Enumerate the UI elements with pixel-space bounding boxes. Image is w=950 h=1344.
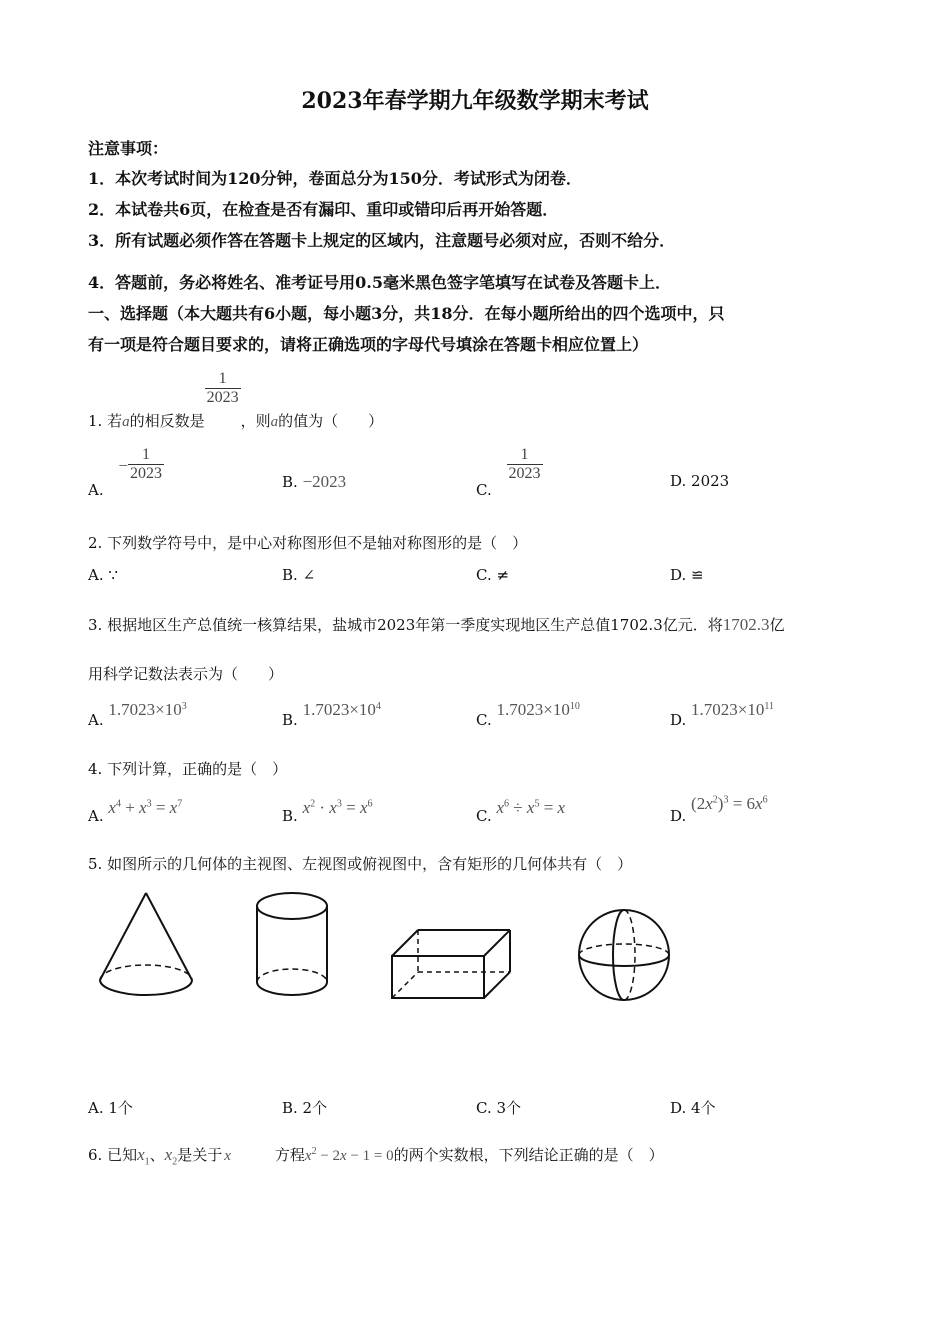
equation: $x^2 - 2x - 1 = 0$: [304, 1146, 394, 1164]
q1-option-a[interactable]: A. − $\frac{1}{2023}$: [88, 446, 162, 499]
q1-option-d[interactable]: D. 2023: [670, 472, 730, 490]
q2-option-b[interactable]: B. ∠: [282, 566, 316, 584]
q4-option-a[interactable]: A. $x^4 + x^3 = x^7$: [88, 798, 183, 825]
question-3-line2: 用科学记数法表示为（ ）: [88, 665, 284, 683]
question-4-stem: 4. 下列计算，正确的是（ ）: [88, 760, 288, 778]
question-2-stem: 2. 下列数学符号中，是中心对称图形但不是轴对称图形的是（ ）: [88, 534, 528, 552]
sphere-figure: [575, 906, 673, 1004]
q5-option-d[interactable]: D. 4个: [670, 1099, 716, 1117]
q4-option-d[interactable]: D. $(2x^2)^3 = 6x^6$: [670, 794, 768, 825]
cuboid-figure: [388, 926, 518, 1002]
note-item-1: 1．本次考试时间为120分钟，卷面总分为150分．考试形式为闭卷．: [88, 169, 582, 188]
question-3-stem: 3. 根据地区生产总值统一核算结果，盐城市2023年第一季度实现地区生产总值1702.3亿元．将1702.3亿: [88, 615, 785, 634]
formula-d: $(2x^2)^3 = 6x^6$: [691, 794, 768, 813]
note-item-3: 3．所有试题必须作答在答题卡上规定的区域内，注意题号必须对应，否则不给分．: [88, 231, 676, 250]
q2-option-a[interactable]: A. ∵: [88, 566, 118, 584]
cylinder-figure: [253, 890, 331, 1002]
fraction: $\frac{1}{2023}$: [206, 370, 239, 406]
q1-option-b[interactable]: B. −2023: [282, 472, 347, 491]
q5-option-b[interactable]: B. 2个: [282, 1099, 328, 1117]
q2-option-d[interactable]: D. ≌: [670, 566, 704, 584]
question-5-stem: 5. 如图所示的几何体的主视图、左视图或俯视图中，含有矩形的几何体共有（ ）: [88, 855, 633, 873]
q4-option-b[interactable]: B. $x^2 \cdot x^3 = x^6$: [282, 798, 373, 825]
cone-figure: [96, 890, 196, 1000]
note-item-4: 4．答题前，务必将姓名、准考证号用0.5毫米黑色签字笔填写在试卷及答题卡上．: [88, 273, 671, 292]
q3-option-c[interactable]: C. $1.7023\times 10^{10}$: [476, 700, 580, 729]
formula-c: $x^6 \div x^5 = x$: [496, 798, 566, 817]
q3-option-d[interactable]: D. $1.7023\times 10^{11}$: [670, 700, 775, 729]
q3-option-b[interactable]: B. $1.7023\times 10^4$: [282, 700, 381, 729]
formula-a: $x^4 + x^3 = x^7$: [108, 798, 183, 817]
q2-option-c[interactable]: C. ≠: [476, 566, 510, 584]
question-1-stem: 1. 若a的相反数是 $\frac{1}{2023}$ ，则a的值为（ ）: [88, 370, 384, 430]
q5-option-a[interactable]: A. 1个: [88, 1099, 133, 1117]
formula-b: $x^2 \cdot x^3 = x^6$: [302, 798, 373, 817]
q1-option-c[interactable]: C. $\frac{1}{2023}$: [476, 446, 541, 499]
q5-option-c[interactable]: C. 3个: [476, 1099, 522, 1117]
q4-option-c[interactable]: C. $x^6 \div x^5 = x$: [476, 798, 566, 825]
page-title: 2023年春学期九年级数学期末考试: [301, 88, 649, 114]
question-6-stem: 6. 已知$x_1$、$x_2$是关于 x 方程$x^2 - 2x - 1 = 0$的两个实数根，下列结论正确的是（ ）: [88, 1145, 664, 1168]
notes-heading: 注意事项：: [88, 139, 169, 158]
section1-line2: 有一项是符合题目要求的，请将正确选项的字母代号填涂在答题卡相应位置上）: [88, 335, 649, 354]
section1-line1: 一、选择题（本大题共有6小题，每小题3分，共18分．在每小题所给出的四个选项中，只: [88, 304, 725, 323]
note-item-2: 2．本试卷共6页，在检查是否有漏印、重印或错印后再开始答题．: [88, 200, 559, 219]
q3-option-a[interactable]: A. $1.7023\times 10^3$: [88, 700, 187, 729]
